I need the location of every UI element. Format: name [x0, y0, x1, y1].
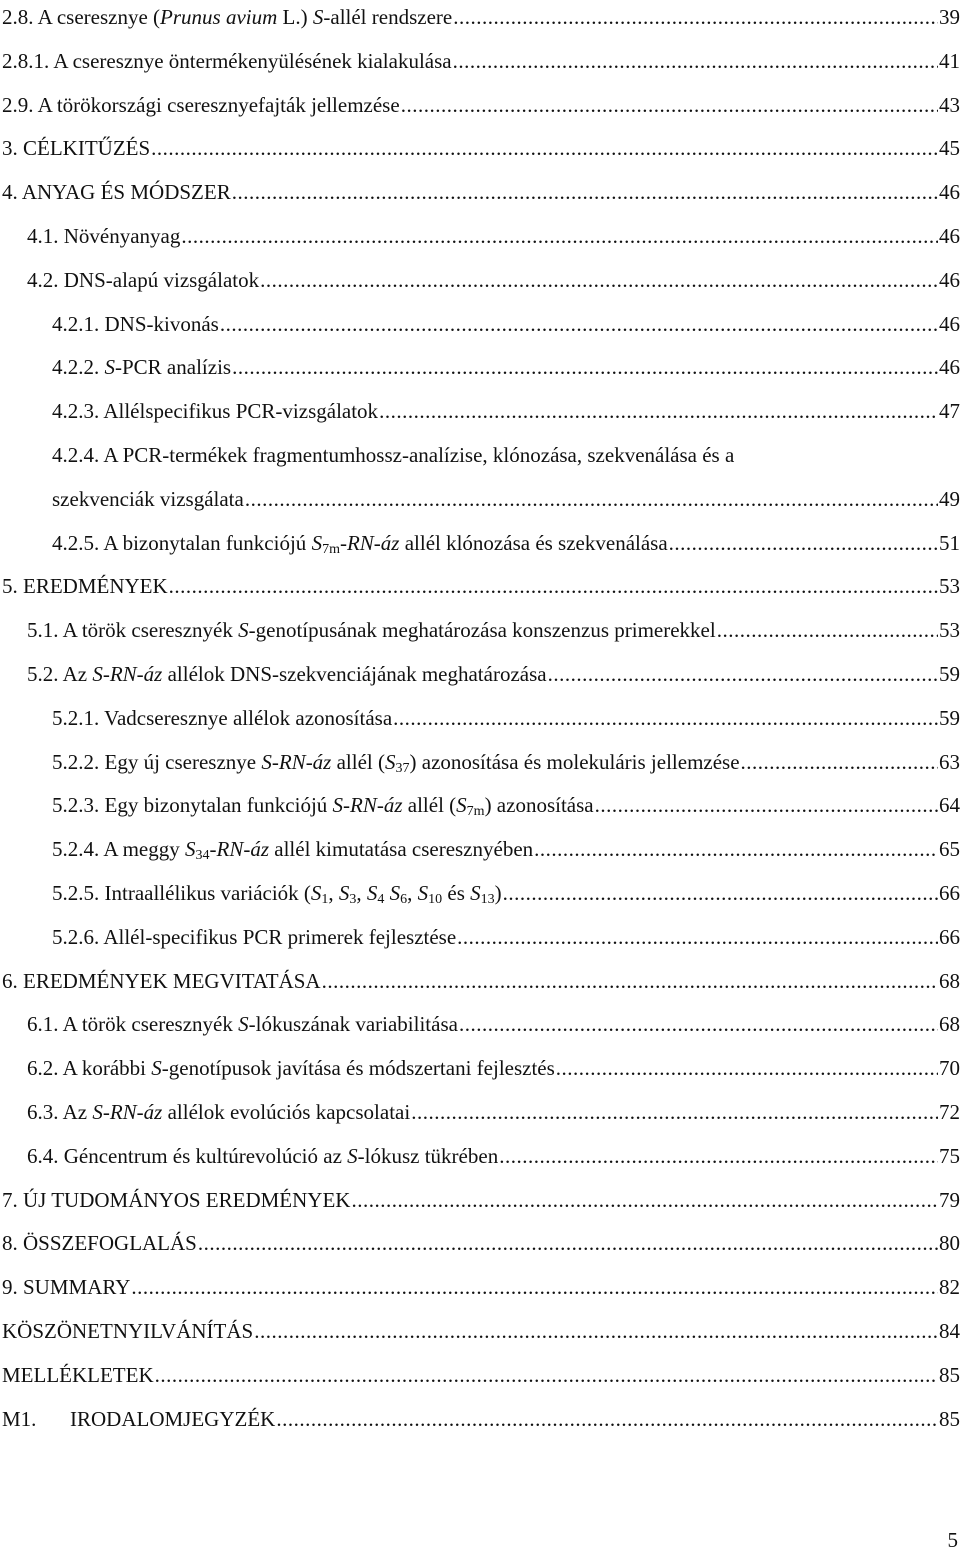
toc-entry-page: 46: [939, 224, 960, 248]
toc-entry[interactable]: [2, 1402, 960, 1436]
toc-entry-title: [2, 175, 231, 209]
toc-entry[interactable]: [27, 1007, 960, 1041]
toc-entry-number: 6.: [2, 968, 18, 993]
toc-entry-page: 75: [939, 1143, 960, 1168]
toc-entry-text: 13: [480, 892, 495, 907]
toc-entry-text: allél (: [402, 793, 457, 818]
leader-dots: [276, 1402, 938, 1436]
leader-dots: [717, 613, 938, 647]
toc-entry-text: Géncentrum és kultúrevolúció az: [63, 1143, 348, 1168]
toc-entry-text: S: [312, 5, 324, 29]
toc-entry-title: [2, 1183, 350, 1217]
toc-entry-text: S: [338, 881, 350, 905]
leader-dots: [499, 1139, 938, 1173]
leader-dots: [393, 701, 938, 735]
leader-dots: [379, 394, 938, 428]
toc-entry-number: 4.2.4.: [52, 443, 100, 467]
toc-entry-title: [52, 876, 502, 910]
toc-entry[interactable]: [2, 569, 960, 603]
toc-entry-text: RN-áz: [109, 1100, 163, 1124]
toc-entry-title: [52, 701, 392, 735]
toc-entry-page: 51: [939, 530, 960, 555]
toc-entry-text: Allél-specifikus PCR primerek fejlesztése: [103, 924, 457, 949]
toc-entry-number: 5.2.3.: [52, 793, 100, 818]
toc-entry[interactable]: [52, 876, 960, 910]
toc-entry[interactable]: [27, 1139, 960, 1173]
toc-entry-number: 6.1.: [27, 1012, 59, 1037]
toc-entry-page: 41: [939, 48, 960, 73]
toc-entry-page: 49: [939, 486, 960, 511]
toc-entry[interactable]: [2, 175, 960, 209]
toc-entry-text: -: [339, 530, 347, 555]
toc-entry-number: 4.2.2.: [52, 355, 100, 380]
toc-entry[interactable]: [2, 1358, 960, 1392]
toc-entry-title: [2, 964, 321, 998]
toc-entry-number: 5.2.4.: [52, 837, 100, 862]
toc-entry-text: EREDMÉNYEK MEGVITATÁSA: [23, 968, 321, 993]
toc-entry-number: 2.9.: [2, 92, 34, 117]
toc-entry-page: 72: [939, 1100, 960, 1124]
toc-entry-text: Prunus avium: [160, 5, 278, 29]
toc-entry-page: 53: [939, 574, 960, 599]
toc-entry-text: Intraallélikus variációk (: [104, 881, 311, 905]
leader-dots: [322, 964, 938, 998]
toc-entry-number: 5.2.2.: [52, 749, 100, 774]
toc-entry-text: S: [151, 1056, 162, 1081]
leader-dots: [401, 88, 938, 122]
toc-entry-title: [2, 88, 400, 122]
toc-entry[interactable]: [27, 657, 960, 691]
leader-dots: [453, 44, 938, 78]
toc-entry-number: 9.: [2, 1275, 18, 1300]
toc-entry-text: -lókuszának variabilitása: [248, 1012, 458, 1037]
toc-entry-text: S: [92, 662, 103, 686]
toc-entry-number: 6.3.: [27, 1100, 59, 1124]
toc-entry-text: Növényanyag: [63, 224, 181, 248]
leader-dots: [459, 1007, 938, 1041]
toc-entry-page: 45: [939, 136, 960, 161]
toc-entry-text: -: [102, 1100, 110, 1124]
toc-entry-text: RN-áz: [346, 530, 400, 555]
toc-entry-text: A cseresznye (: [37, 5, 161, 29]
toc-entry-number: 5.2.1.: [52, 705, 100, 730]
toc-entry-page: 68: [939, 968, 960, 993]
toc-entry-text: S: [185, 837, 196, 862]
toc-entry-title: [2, 1226, 197, 1260]
toc-entry-text: 7m: [466, 804, 485, 820]
leader-dots: [556, 1051, 938, 1085]
toc-entry-number: 6.2.: [27, 1056, 59, 1081]
toc-entry-first-line[interactable]: [52, 438, 734, 472]
toc-entry-text: -genotípusának meghatározása konszenzus primerekkel: [248, 618, 716, 643]
toc-entry[interactable]: [2, 44, 960, 78]
toc-entry-number: 5.2.5.: [52, 881, 100, 905]
toc-entry-number: 4.1.: [27, 224, 59, 248]
toc-entry-text: L.): [277, 5, 313, 29]
toc-entry-text: A korábbi: [62, 1056, 152, 1081]
toc-entry-title: [27, 263, 259, 297]
toc-entry[interactable]: [52, 307, 960, 341]
leader-dots: [232, 350, 938, 384]
toc-entry-title: [2, 44, 452, 78]
leader-dots: [453, 0, 938, 34]
toc-entry[interactable]: [2, 1270, 960, 1304]
toc-entry-text: -: [343, 793, 351, 818]
toc-entry-number: 4.: [2, 180, 18, 205]
toc-entry-number: 5.2.6.: [52, 924, 100, 949]
toc-entry-text: S: [92, 1100, 103, 1124]
toc-entry-page: 59: [939, 662, 960, 686]
toc-entry-text: A meggy: [103, 837, 186, 862]
toc-entry-number: 5.2.: [27, 662, 59, 686]
leader-dots: [245, 482, 938, 516]
toc-entry[interactable]: [52, 920, 960, 954]
toc-entry-text: Az: [62, 662, 93, 686]
toc-entry-number: 2.8.1.: [2, 48, 50, 73]
toc-entry-text: ,: [407, 881, 418, 905]
toc-entry-page: 46: [939, 311, 960, 336]
toc-entry[interactable]: [27, 263, 960, 297]
leader-dots: [548, 657, 938, 691]
toc-entry-continuation: szekvenciák vizsgálata: [52, 486, 244, 511]
toc-entry-number: 5.1.: [27, 618, 59, 643]
leader-dots: [411, 1095, 938, 1129]
leader-dots: [595, 788, 938, 822]
toc-entry-page: 46: [939, 267, 960, 292]
toc-entry-page: 46: [939, 180, 960, 205]
toc-entry-page: 80: [939, 1231, 960, 1256]
toc-entry-text: S: [389, 881, 401, 905]
toc-entry-text: allél klónozása és szekvenálása: [399, 530, 668, 555]
toc-entry-title: [2, 1314, 253, 1348]
toc-entry-number: 4.2.1.: [52, 311, 100, 336]
leader-dots: [503, 876, 938, 910]
toc-entry-text: 10: [428, 892, 443, 907]
toc-entry-text: -lókusz tükrében: [357, 1143, 499, 1168]
toc-entry-text: allél kimutatása cseresznyében: [269, 837, 534, 862]
toc-entry-text: ,: [328, 881, 339, 905]
toc-entry-text: allélok DNS-szekvenciájának meghatározása: [162, 662, 547, 686]
toc-entry[interactable]: [52, 701, 960, 735]
toc-entry-text: S: [347, 1143, 358, 1168]
toc-entry-title: [52, 350, 231, 384]
leader-dots: [169, 569, 938, 603]
toc-entry-text: 1: [321, 892, 329, 907]
toc-entry-text: és: [442, 881, 471, 905]
toc-entry-text: IRODALOMJEGYZÉK: [70, 1406, 276, 1431]
toc-entry-page: 85: [939, 1362, 960, 1387]
toc-entry-page: 70: [939, 1056, 960, 1081]
toc-entry-text: S: [456, 793, 467, 818]
toc-entry-text: 7m: [322, 541, 340, 557]
toc-entry-text: -allél rendszere: [323, 5, 453, 29]
toc-entry-page: 65: [939, 837, 960, 862]
toc-entry-title: [2, 1402, 275, 1436]
toc-entry[interactable]: [52, 482, 960, 516]
toc-entry-text: CÉLKITŰZÉS: [23, 136, 151, 161]
toc-entry-page: 39: [939, 5, 960, 29]
toc-entry-page: 66: [939, 881, 960, 905]
toc-entry-text: Az: [62, 1100, 93, 1124]
toc-entry-text: ANYAG ÉS MÓDSZER: [21, 180, 231, 205]
leader-dots: [534, 832, 938, 866]
toc-entry-text: Allélspecifikus PCR-vizsgálatok: [103, 399, 379, 424]
toc-entry-text: ): [494, 881, 502, 905]
toc-entry-number: 4.2.3.: [52, 399, 100, 424]
toc-entry-page: 66: [939, 924, 960, 949]
toc-entry[interactable]: [2, 1226, 960, 1260]
toc-entry-page: 79: [939, 1187, 960, 1212]
toc-entry-text: 34: [195, 848, 210, 864]
toc-entry-text: 37: [395, 760, 410, 776]
toc-entry-text: ÖSSZEFOGLALÁS: [23, 1231, 197, 1256]
toc-entry-text: S: [470, 881, 481, 905]
toc-entry-text: -: [271, 749, 279, 774]
toc-entry-title: [52, 745, 740, 779]
toc-entry-text: A bizonytalan funkciójú: [103, 530, 312, 555]
toc-entry-page: 53: [939, 618, 960, 643]
toc-entry-text: S: [417, 881, 429, 905]
toc-entry-text: S: [366, 881, 378, 905]
toc-entry-number: 3.: [2, 136, 18, 161]
toc-entry-text: RN-áz: [278, 749, 332, 774]
toc-entry-text: S: [238, 1012, 249, 1037]
leader-dots: [260, 263, 938, 297]
leader-dots: [351, 1183, 938, 1217]
toc-entry[interactable]: [52, 394, 960, 428]
toc-entry-page: 85: [939, 1406, 960, 1431]
toc-entry-page: 84: [939, 1319, 960, 1343]
toc-entry-number: 4.2.5.: [52, 530, 100, 555]
toc-entry-title: [52, 443, 734, 467]
toc-entry-title: [2, 1358, 154, 1392]
toc-entry[interactable]: [52, 788, 960, 822]
leader-dots: [198, 1226, 938, 1260]
toc-entry[interactable]: [52, 832, 960, 866]
toc-entry[interactable]: [2, 88, 960, 122]
toc-entry-number: 4.2.: [27, 267, 59, 292]
toc-entry-title: [52, 920, 456, 954]
toc-entry-number: 2.8.: [2, 5, 34, 29]
leader-dots: [220, 307, 938, 341]
toc-entry-page: 43: [939, 92, 960, 117]
toc-entry-title: [27, 1139, 498, 1173]
toc-entry-title: [27, 657, 547, 691]
toc-entry-text: S: [385, 749, 396, 774]
toc-entry-text: RN-áz: [216, 837, 270, 862]
leader-dots: [232, 175, 938, 209]
toc-entry-number: 5.: [2, 574, 18, 599]
toc-entry-text: -: [102, 662, 110, 686]
toc-entry-title: [27, 613, 716, 647]
toc-entry[interactable]: [52, 745, 960, 779]
toc-entry-text: A török cseresznyék: [62, 1012, 239, 1037]
leader-dots: [741, 745, 938, 779]
toc-entry-text: ,: [356, 881, 367, 905]
toc-entry-page: 64: [939, 793, 960, 818]
toc-entry-title: [52, 526, 668, 560]
toc-entry-title: [27, 1007, 458, 1041]
toc-entry-title: [52, 394, 378, 428]
toc-entry-title: [27, 1051, 555, 1085]
toc-entry-text: A törökországi cseresznyefajták jellemzése: [37, 92, 400, 117]
toc-entry-page: 82: [939, 1275, 960, 1300]
toc-entry-text: Egy bizonytalan funkciójú: [104, 793, 333, 818]
toc-entry-text: allél (: [331, 749, 385, 774]
toc-entry-text: 4: [377, 892, 385, 907]
toc-entry-text: -: [209, 837, 217, 862]
toc-entry-text: KÖSZÖNETNYILVÁNÍTÁS: [2, 1319, 254, 1343]
toc-entry[interactable]: [2, 1183, 960, 1217]
toc-entry-text: S: [238, 618, 249, 643]
toc-entry-title: [2, 0, 452, 34]
toc-entry-text: -PCR analízis: [115, 355, 232, 380]
toc-entry-text: A török cseresznyék: [62, 618, 239, 643]
leader-dots: [181, 219, 938, 253]
toc-entry-number: 7.: [2, 1187, 18, 1212]
page-number: 5: [947, 1528, 958, 1552]
toc-entry-text: ) azonosítása: [484, 793, 594, 818]
toc-entry-page: 59: [939, 705, 960, 730]
toc-entry[interactable]: [52, 350, 960, 384]
leader-dots: [151, 131, 938, 165]
toc-entry-text: RN-áz: [109, 662, 163, 686]
toc-entry-title: [52, 307, 219, 341]
toc-entry-page: 68: [939, 1012, 960, 1037]
toc-entry-text: A cseresznye öntermékenyülésének kialakulása: [53, 48, 452, 73]
toc-entry-text: A PCR-termékek fragmentumhossz-analízise, klónozása, szekvenálása és a: [103, 443, 735, 467]
toc-entry-text: S: [104, 355, 115, 380]
toc-entry[interactable]: [27, 613, 960, 647]
toc-entry[interactable]: [2, 131, 960, 165]
toc-entry[interactable]: [52, 526, 960, 560]
leader-dots: [131, 1270, 938, 1304]
toc-entry-text: RN-áz: [350, 793, 403, 818]
leader-dots: [457, 920, 938, 954]
toc-entry-title: [52, 832, 533, 866]
toc-entry-text: DNS-alapú vizsgálatok: [63, 267, 260, 292]
toc-entry[interactable]: [2, 964, 960, 998]
toc-entry-text: 6: [400, 892, 408, 907]
toc-entry-page: 47: [939, 399, 960, 424]
toc-entry-text: ÚJ TUDOMÁNYOS EREDMÉNYEK: [23, 1187, 351, 1212]
toc-entry-title: [52, 788, 594, 822]
leader-dots: [254, 1314, 938, 1348]
toc-entry-title: [2, 131, 150, 165]
toc-entry-number: 6.4.: [27, 1143, 59, 1168]
toc-entry-text: EREDMÉNYEK: [23, 574, 168, 599]
toc-entry[interactable]: [2, 0, 960, 34]
toc-entry-number: M1.: [2, 1406, 37, 1431]
toc-entry-page: 46: [939, 355, 960, 380]
toc-entry-title: [2, 569, 168, 603]
toc-entry-text: DNS-kivonás: [104, 311, 219, 336]
toc-entry-text: MELLÉKLETEK: [2, 1362, 154, 1387]
toc-entry-number: 8.: [2, 1231, 18, 1256]
toc-entry-text: SUMMARY: [23, 1275, 131, 1300]
toc-entry-title: [27, 1095, 410, 1129]
toc-entry-text: S: [261, 749, 272, 774]
leader-dots: [669, 526, 938, 560]
toc-entry[interactable]: [2, 1314, 960, 1348]
toc-entry-text: -genotípusok javítása és módszertani fejlesztés: [161, 1056, 555, 1081]
toc-entry-text: S: [310, 881, 322, 905]
toc-entry-text: 3: [349, 892, 357, 907]
toc-entry-text: Egy új cseresznye: [104, 749, 262, 774]
toc-entry-title: [2, 1270, 130, 1304]
toc-entry[interactable]: [27, 1095, 960, 1129]
toc-entry-page: 63: [939, 749, 960, 774]
leader-dots: [155, 1358, 938, 1392]
toc-entry-text: Vadcseresznye allélok azonosítása: [104, 705, 393, 730]
toc-entry[interactable]: [27, 1051, 960, 1085]
toc-entry-text: S: [332, 793, 344, 818]
toc-entry-text: ) azonosítása és molekuláris jellemzése: [409, 749, 740, 774]
toc-entry-text: S: [311, 530, 323, 555]
toc-entry-title: [27, 219, 180, 253]
toc-entry-text: allélok evolúciós kapcsolatai: [162, 1100, 411, 1124]
toc-entry[interactable]: [27, 219, 960, 253]
